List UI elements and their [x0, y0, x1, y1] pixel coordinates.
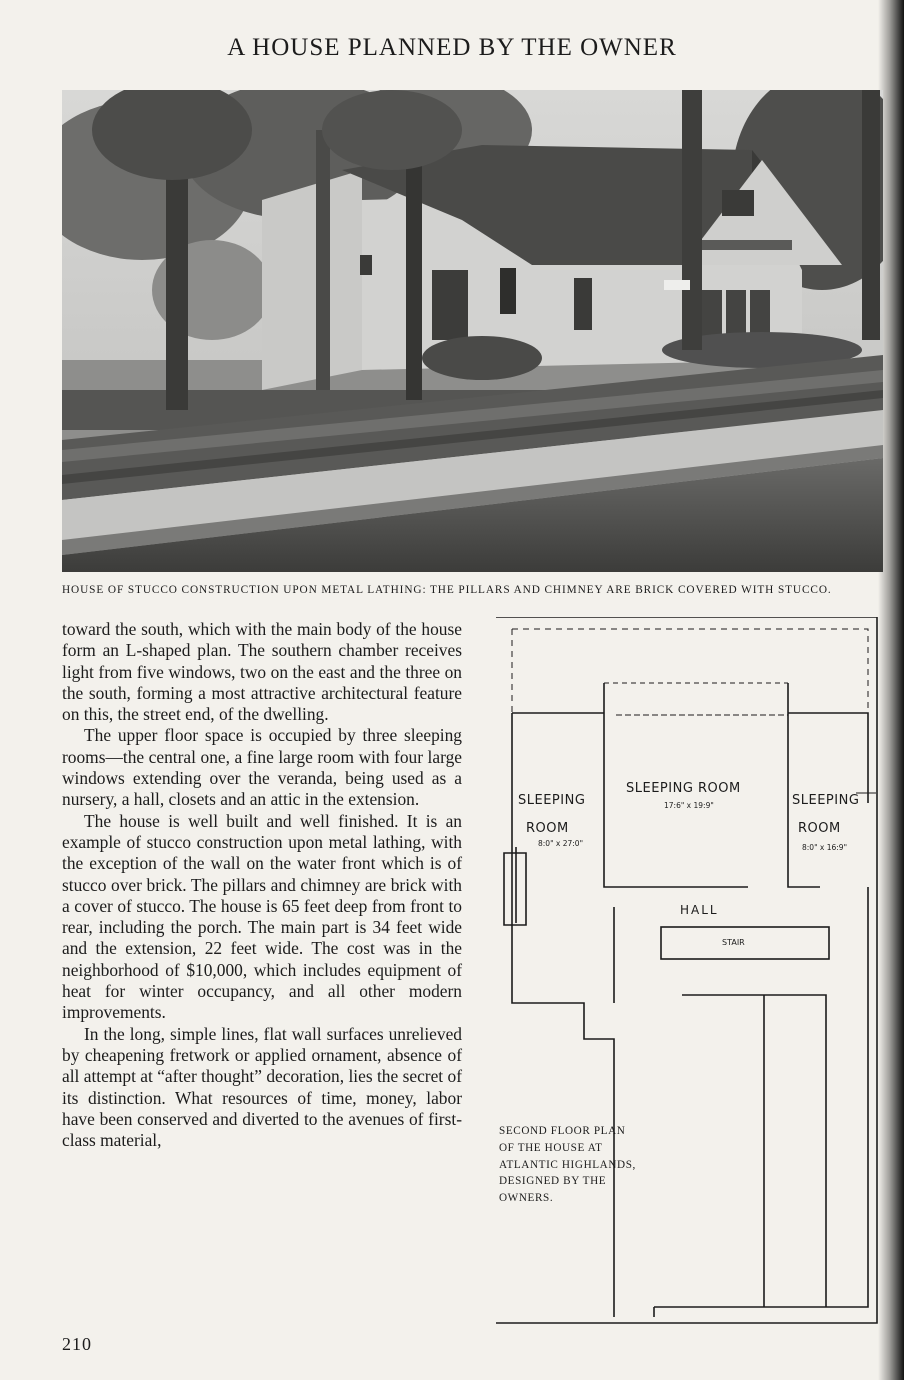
left-room-dimensions: 8:0" x 27:0"	[538, 839, 584, 848]
article-body	[62, 619, 462, 1151]
left-room-name-2: ROOM	[526, 821, 569, 836]
right-room-name-1: SLEEPING	[792, 793, 860, 808]
house-photograph	[62, 90, 883, 572]
center-room-name: SLEEPING ROOM	[626, 781, 741, 796]
page-title: A HOUSE PLANNED BY THE OWNER	[227, 34, 677, 61]
page-number: 210	[62, 1334, 92, 1354]
right-room-name-2: ROOM	[798, 821, 841, 836]
left-room-name-1: SLEEPING	[518, 793, 586, 808]
body-paragraph: In the long, simple lines, flat wall surfaces unrelieved by cheapening fretwork or applied ornament, absence of all attempt at “after thought” decoration, lies the secret of its distinction. What resources of time, money, labor have been conserved and diverted to the avenues of first-class material,	[62, 1023, 462, 1151]
stair-label: STAIR	[722, 938, 745, 947]
hall-label: HALL	[680, 903, 719, 917]
body-paragraph: toward the south, which with the main body of the house form an L-shaped plan. The southern chamber receives light from five windows, two on the east and the three on the south, forming a most attractive architectural feature on this, the street end, of the dwelling.	[62, 619, 462, 725]
body-paragraph: The upper floor space is occupied by three sleeping rooms—the central one, a fine large room with four large windows extending over the veranda, being used as a nursery, a hall, closets and an attic in the extension.	[62, 725, 462, 810]
center-room-dimensions: 17:6" x 19:9"	[664, 801, 714, 810]
second-floor-plan	[496, 617, 881, 1327]
photo-caption: HOUSE OF STUCCO CONSTRUCTION UPON METAL LATHING: THE PILLARS AND CHIMNEY ARE BRICK COVERED WITH STUCCO.	[62, 584, 832, 596]
plan-caption: SECOND FLOOR PLAN OF THE HOUSE AT ATLANTIC HIGHLANDS, DESIGNED BY THE OWNERS.	[499, 1125, 636, 1205]
body-paragraph: The house is well built and well finished. It is an example of stucco construction upon metal lathing, with the exception of the wall on the water front which is of stucco over brick. The pillars and chimney are brick with a cover of stucco. The house is 65 feet deep from front to rear, including the porch. The main part is 34 feet wide and the extension, 22 feet wide. The cost was in the neighborhood of $10,000, which includes equipment of heat for winter occupancy, and all other modern improvements.	[62, 810, 462, 1023]
right-room-dimensions: 8:0" x 16:9"	[802, 843, 848, 852]
